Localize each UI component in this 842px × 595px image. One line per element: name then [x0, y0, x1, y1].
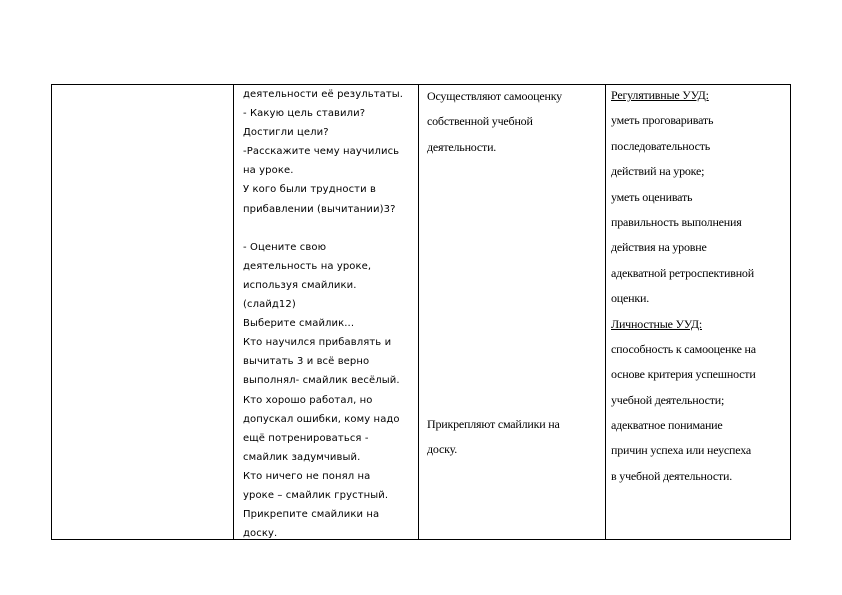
regulatory-uud-line: оценки. — [611, 291, 650, 306]
teacher-text-line: - Какую цель ставили? — [243, 108, 366, 120]
personal-uud-heading: Личностные УУД: — [611, 316, 702, 331]
teacher-text-line: -Расскажите чему научились — [243, 146, 400, 158]
teacher-text-line: Кто хорошо работал, но — [243, 394, 373, 406]
teacher-text-line — [243, 219, 413, 238]
teacher-text-line: выполнял- смайлик весёлый. — [243, 375, 400, 387]
regulatory-uud-line: правильность выполнения — [611, 214, 742, 229]
teacher-text-line: деятельность на уроке, — [243, 260, 372, 272]
personal-uud-line: учебной деятельности; — [611, 392, 725, 407]
student-text-line: Прикрепляют смайлики на — [427, 417, 560, 431]
teacher-text-line: доску. — [243, 528, 278, 539]
personal-uud-line: в учебной деятельности. — [611, 468, 733, 483]
regulatory-uud-line: уметь оценивать — [611, 189, 693, 204]
uud-text — [611, 85, 756, 489]
student-text-line: деятельности. — [427, 139, 497, 154]
teacher-text-line: смайлик задумчивый. — [243, 451, 361, 463]
teacher-text-line: - Оцените свою — [243, 241, 327, 253]
regulatory-uud-line: действий на уроке; — [611, 164, 705, 179]
teacher-text-line: прибавлении (вычитании)3? — [243, 203, 396, 215]
personal-uud-line: адекватное понимание — [611, 418, 723, 433]
regulatory-uud-line: действия на уровне — [611, 240, 707, 255]
teacher-text-line: Достигли цели? — [243, 127, 329, 139]
teacher-text-line: У кого были трудности в — [243, 184, 376, 196]
column-divider — [418, 85, 419, 539]
teacher-text-line: Прикрепите смайлики на — [243, 509, 380, 521]
uud-column — [607, 85, 796, 539]
teacher-text-line: уроке – смайлик грустный. — [243, 489, 389, 501]
teacher-text-line: Выберите смайлик... — [243, 318, 355, 330]
regulatory-uud-heading: Регулятивные УУД: — [611, 88, 709, 102]
student-text-line: собственной учебной — [427, 114, 533, 129]
teacher-text-line: (слайд12) — [243, 299, 296, 311]
student-activity-block-1 — [427, 85, 562, 160]
student-text-line: доску. — [427, 442, 457, 457]
student-text-line: Осуществляют самооценку — [427, 89, 562, 103]
personal-uud-line: основе критерия успешности — [611, 367, 756, 382]
teacher-text-line: используя смайлики. — [243, 279, 357, 291]
teacher-text-line: на уроке. — [243, 165, 294, 177]
regulatory-uud-line: последовательность — [611, 138, 711, 153]
teacher-activity-column — [239, 85, 413, 539]
teacher-text-line: Кто ничего не понял на — [243, 470, 371, 482]
teacher-text-line: вычитать 3 и всё верно — [243, 356, 370, 368]
student-activity-block-2 — [427, 412, 560, 463]
regulatory-uud-line: уметь проговаривать — [611, 113, 714, 128]
teacher-text-line: Кто научился прибавлять и — [243, 337, 392, 349]
column-divider — [233, 85, 234, 539]
teacher-text-line: деятельности её результаты. — [243, 89, 404, 100]
teacher-text-line: ещё потренироваться - — [243, 432, 369, 444]
teacher-activity-text — [243, 85, 413, 539]
teacher-text-line: допускал ошибки, кому надо — [243, 413, 400, 425]
personal-uud-line: способность к самооценке на — [611, 341, 756, 356]
regulatory-uud-line: адекватной ретроспективной — [611, 265, 754, 280]
personal-uud-line: причин успеха или неуспеха — [611, 443, 751, 458]
lesson-table — [51, 84, 791, 540]
student-activity-column — [424, 85, 607, 539]
